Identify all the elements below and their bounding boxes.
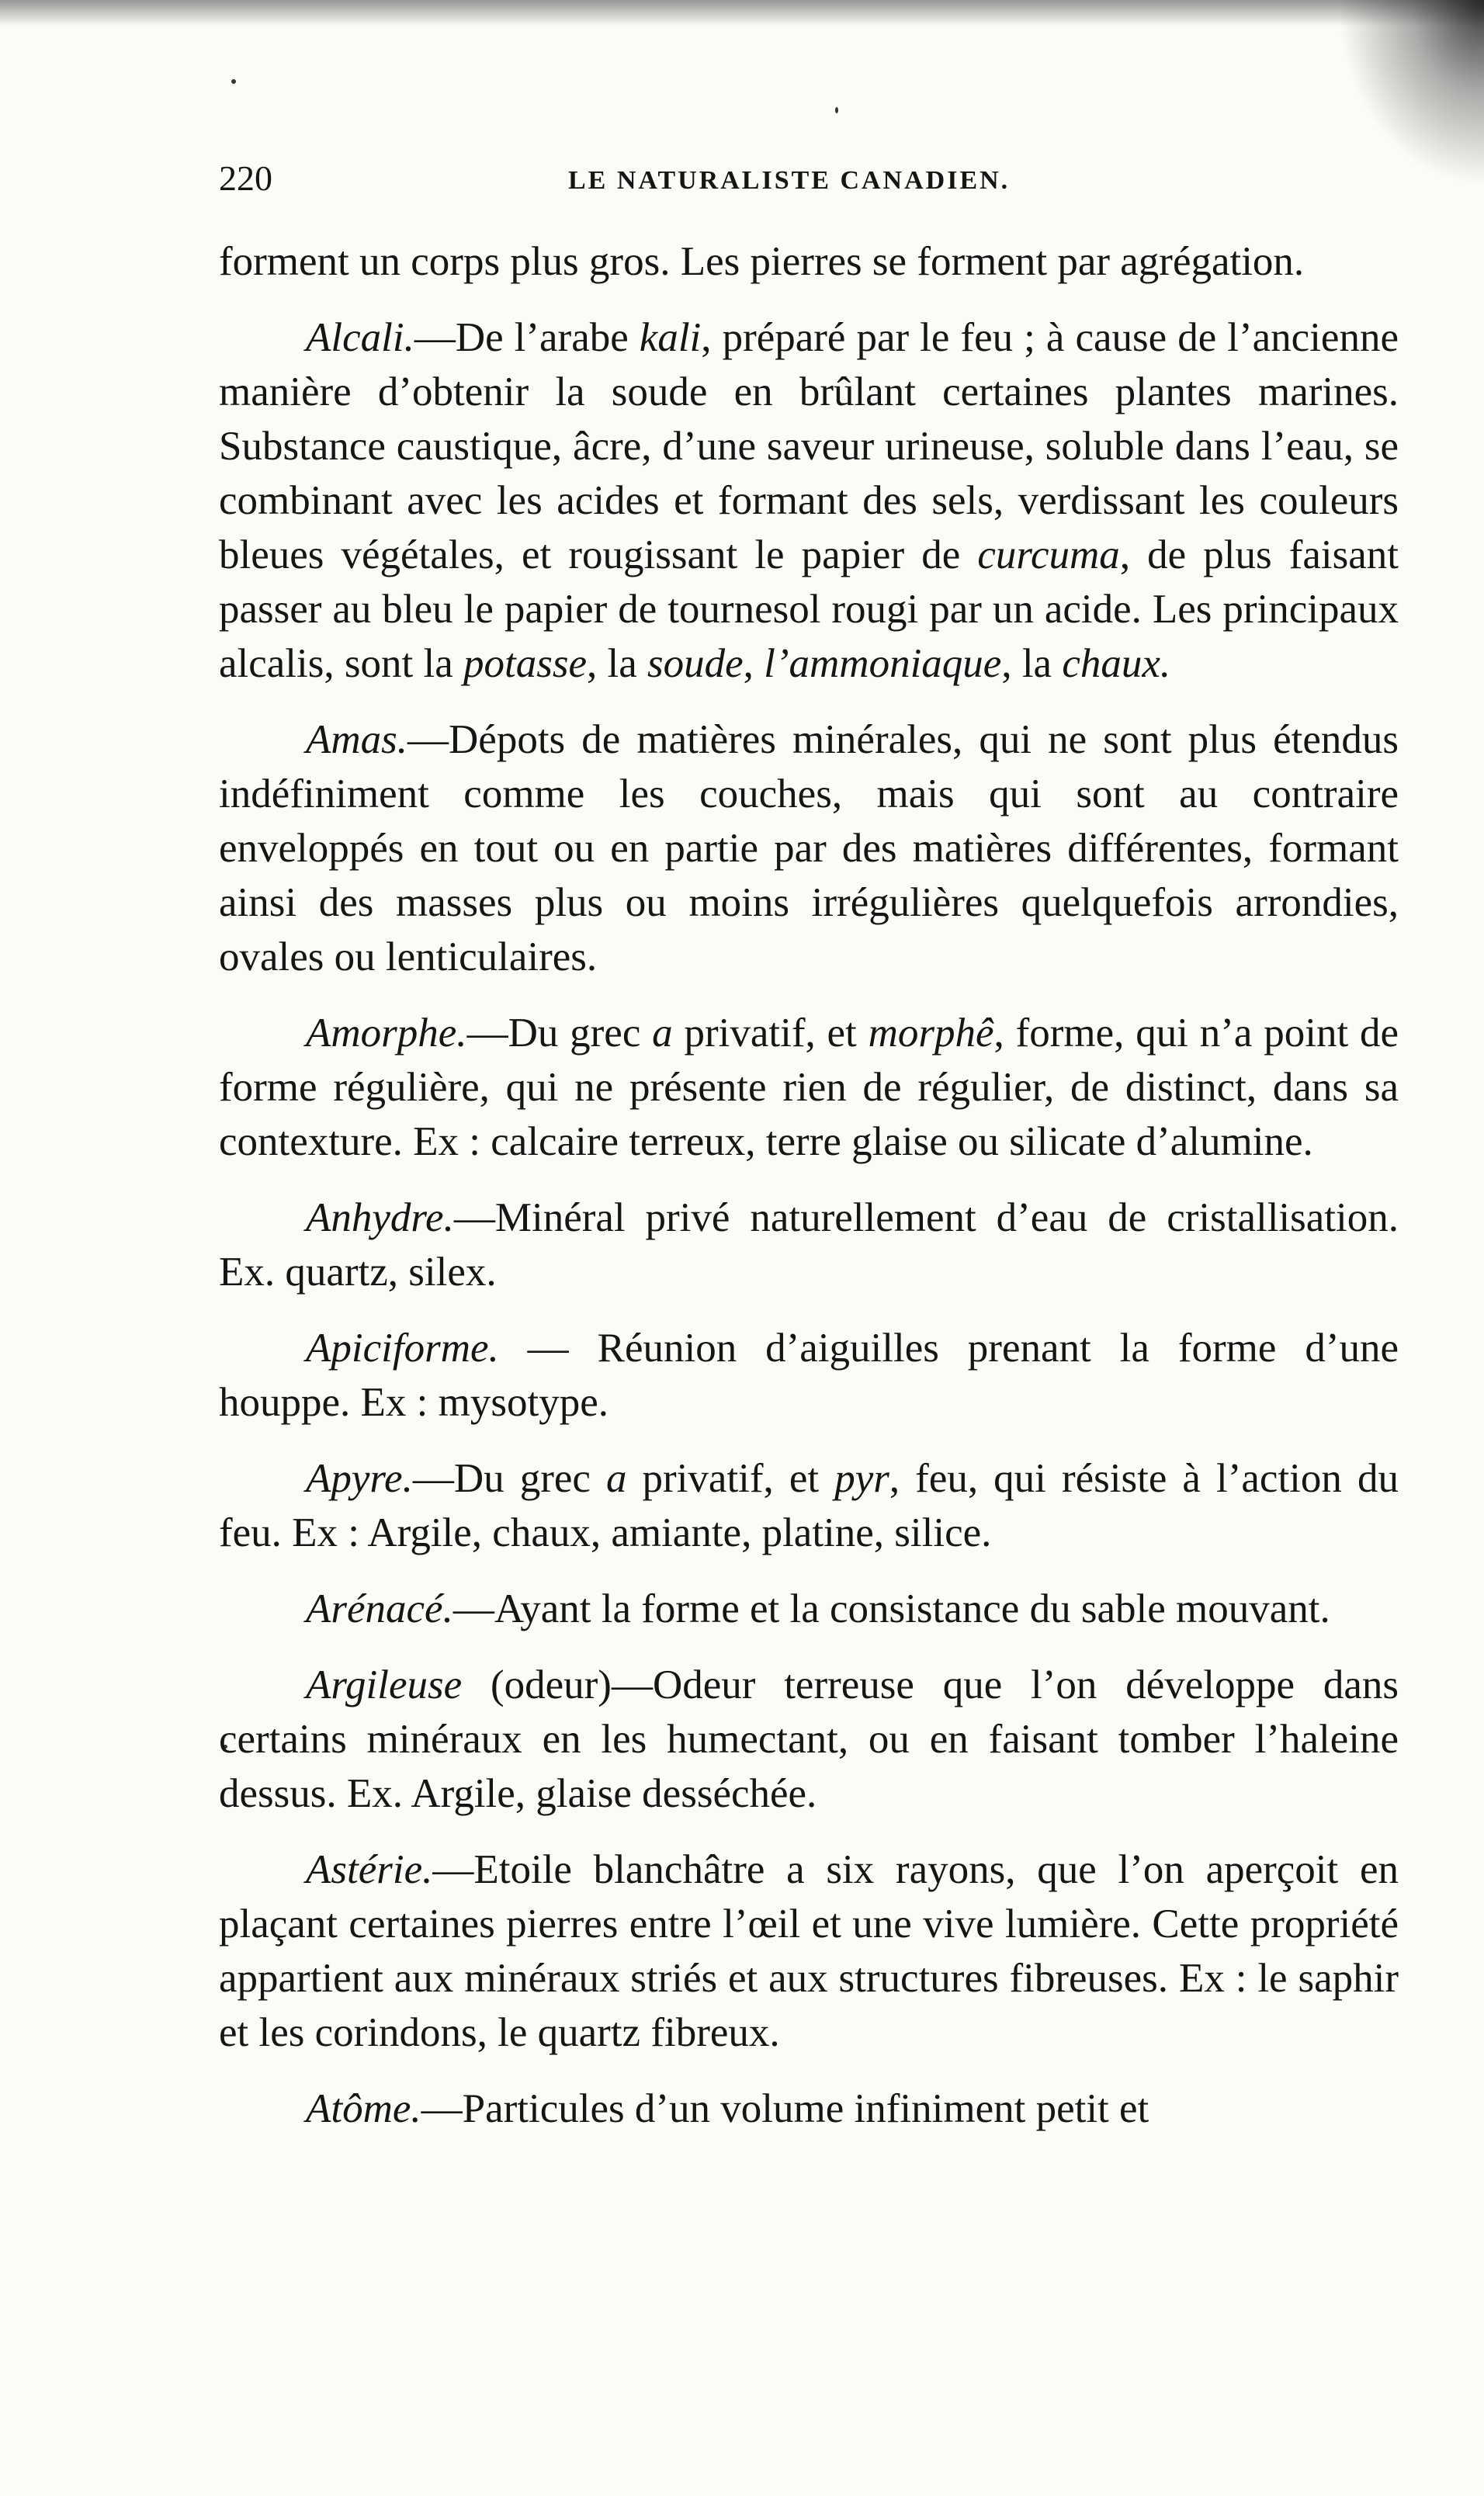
entry-text: —De l’arabe xyxy=(414,315,640,360)
italic-word: a xyxy=(652,1011,673,1056)
entry-text: —Du grec xyxy=(412,1456,606,1501)
entry-text: privatif, et xyxy=(626,1456,835,1501)
entry-term: Apiciforme. xyxy=(306,1326,499,1371)
entry-term: Anhydre. xyxy=(306,1195,454,1240)
entry-text: —Dépots de matières minérales, qui ne sont plus étendus indéfiniment comme les couches, mais qui sont au contraire enveloppés en tout ou en partie par des matières différentes, formant ainsi des masses plus ou moins irrégulières quelquefois arrondies, ovales ou lenticulaires. xyxy=(219,717,1399,979)
entry-alcali xyxy=(219,310,1399,691)
italic-word: a xyxy=(605,1456,627,1501)
entry-term: Atôme. xyxy=(306,2086,421,2131)
entry-text: —Etoile blanchâtre a six rayons, que l’on aperçoit en plaçant certaines pierres entre l’œil et une vive lumière. Cette propriété appartient aux minéraux striés et aux structures fibreuses. Ex : le saphir et les corindons, le quartz fibreux. xyxy=(219,1847,1399,2055)
italic-word: kali xyxy=(639,315,702,360)
italic-word: morphê xyxy=(868,1011,994,1056)
scan-shadow-top xyxy=(0,0,1484,26)
entry-argileuse xyxy=(219,1658,1399,1821)
italic-word: soude xyxy=(647,641,744,686)
entry-term: Apyre. xyxy=(306,1456,413,1501)
entry-apiciforme xyxy=(219,1321,1399,1430)
entry-text: —Ayant la forme et la consistance du sable mouvant. xyxy=(452,1586,1330,1631)
page-header xyxy=(219,155,1399,202)
paragraph-continuation xyxy=(219,234,1399,289)
entry-term: Amas. xyxy=(306,717,408,762)
italic-word: potasse xyxy=(463,641,587,686)
italic-word: l’ammoniaque xyxy=(764,641,1002,686)
entry-text: (odeur)—Odeur terreuse que l’on développe dans certains minéraux en les humectant, ou en faisant tomber l’haleine dessus. Ex. Argile, glaise desséchée. xyxy=(219,1662,1399,1816)
entry-term: Astérie. xyxy=(306,1847,433,1892)
entry-term: Amorphe. xyxy=(306,1011,467,1056)
entry-amorphe xyxy=(219,1006,1399,1169)
running-head: LE NATURALISTE CANADIEN. xyxy=(568,166,1011,195)
entry-text: , xyxy=(743,641,765,686)
entry-arenace xyxy=(219,1582,1399,1636)
entry-anhydre xyxy=(219,1191,1399,1299)
entry-term: Arénacé. xyxy=(306,1586,453,1631)
entry-text: —Particules d’un volume infiniment petit et xyxy=(421,2086,1149,2131)
entry-text: —Minéral privé naturellement d’eau de cristallisation. Ex. quartz, silex. xyxy=(219,1195,1399,1295)
entry-text: , feu, qui résiste à l’action du feu. Ex : Argile, chaux, amiante, platine, silice. xyxy=(219,1456,1399,1555)
entry-text: , de plus faisant passer au bleu le papier de tournesol rougi par un acide. Les principaux alcalis, sont la xyxy=(219,532,1399,686)
scan-speck xyxy=(231,79,236,84)
italic-word: chaux. xyxy=(1062,641,1171,686)
italic-word: curcuma xyxy=(977,532,1120,577)
entry-apyre xyxy=(219,1451,1399,1560)
page-number: 220 xyxy=(219,158,272,198)
scan-speck xyxy=(835,107,838,113)
entry-text: , forme, qui n’a point de forme régulière, qui ne présente rien de régulier, de distinct, dans sa contexture. Ex : calcaire terreux, terre glaise ou silicate d’alumine. xyxy=(219,1011,1399,1164)
entry-text: —Du grec xyxy=(466,1011,653,1056)
entry-asterie xyxy=(219,1843,1399,2060)
entry-text: — Réunion d’aiguilles prenant la forme d’une houppe. Ex : mysotype. xyxy=(219,1326,1399,1425)
entry-amas xyxy=(219,712,1399,984)
paragraph-text: forment un corps plus gros. Les pierres se forment par agrégation. xyxy=(219,239,1305,284)
entry-atome xyxy=(219,2082,1399,2136)
entry-term: Argileuse xyxy=(306,1662,463,1707)
entry-text: privatif, et xyxy=(672,1011,869,1056)
entry-term: Alcali. xyxy=(306,315,414,360)
entry-text: , la xyxy=(586,641,647,686)
glossary-text xyxy=(219,234,1399,2158)
italic-word: pyr xyxy=(834,1456,889,1501)
entry-text: , la xyxy=(1001,641,1063,686)
entry-text: , préparé par le feu ; à cause de l’ancienne manière d’obtenir la soude en brûlant certaines plantes marines. Substance caustique, âcre, d’une saveur urineuse, soluble dans l’eau, se combinant avec les acides et formant des sels, verdissant les couleurs bleues végétales, et rougissant le papier de xyxy=(219,315,1399,577)
